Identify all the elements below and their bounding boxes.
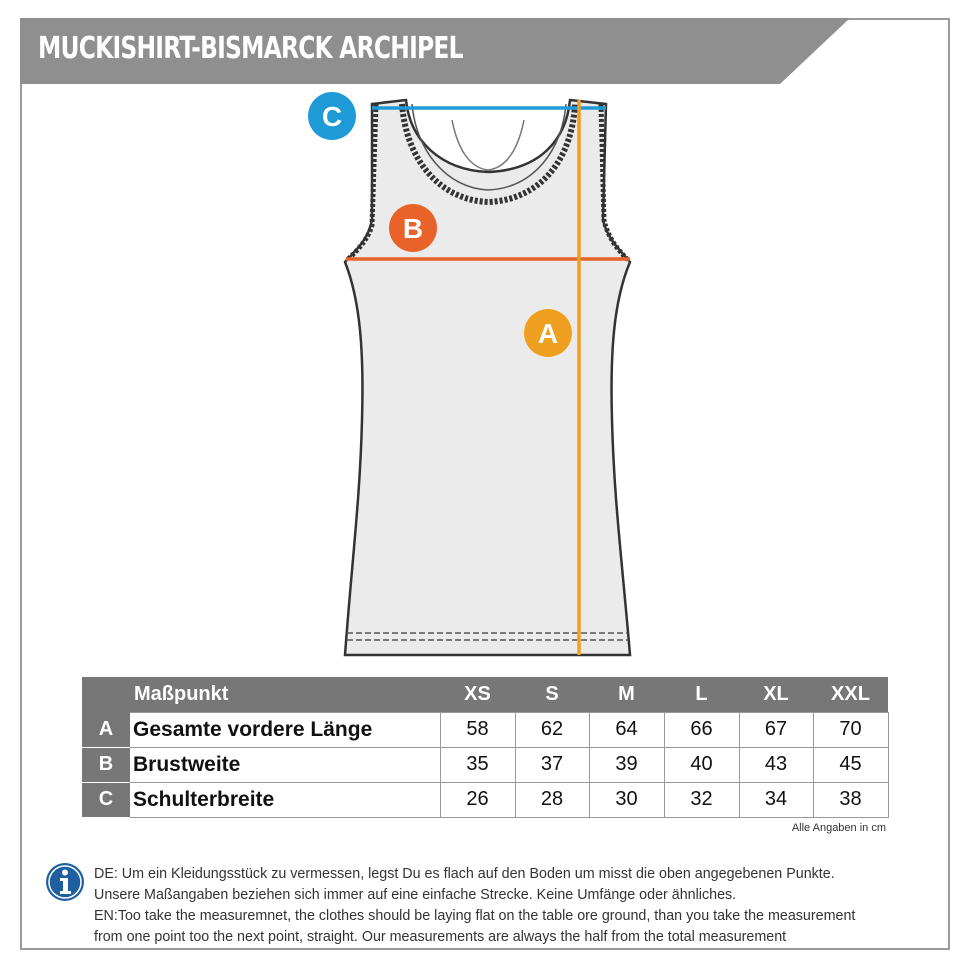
table-cell: 30	[589, 782, 664, 817]
table-cell: 39	[589, 747, 664, 782]
info-icon	[45, 862, 85, 902]
header-label: Maßpunkt	[130, 677, 440, 712]
size-header: L	[664, 677, 739, 712]
row-name: Brustweite	[130, 747, 440, 782]
marker-c-label: C	[321, 101, 343, 132]
table-cell: 64	[589, 712, 664, 747]
size-table-header	[82, 677, 888, 712]
size-header: XL	[739, 677, 813, 712]
marker-a-label: A	[537, 318, 559, 349]
table-cell: 40	[664, 747, 739, 782]
table-row	[82, 747, 888, 782]
table-cell: 58	[440, 712, 515, 747]
header-corner	[82, 677, 130, 712]
row-letter: B	[82, 747, 130, 782]
back-neckline	[452, 120, 524, 170]
table-cell: 34	[739, 782, 813, 817]
table-cell: 26	[440, 782, 515, 817]
row-name: Gesamte vordere Länge	[130, 712, 440, 747]
size-header: S	[515, 677, 589, 712]
table-cell: 62	[515, 712, 589, 747]
table-cell: 37	[515, 747, 589, 782]
table-cell: 45	[813, 747, 888, 782]
size-header: XXL	[813, 677, 888, 712]
table-cell: 43	[739, 747, 813, 782]
table-cell: 28	[515, 782, 589, 817]
marker-b-label: B	[402, 213, 424, 244]
size-header: M	[589, 677, 664, 712]
table-row	[82, 782, 888, 817]
table-cell: 32	[664, 782, 739, 817]
info-line: DE: Um ein Kleidungsstück zu vermessen, legst Du es flach auf den Boden um misst die oben angegebenen Punkte.	[94, 866, 835, 882]
table-cell: 38	[813, 782, 888, 817]
table-cell: 35	[440, 747, 515, 782]
size-table	[82, 677, 889, 818]
tank-top-outline	[345, 100, 630, 655]
table-cell: 70	[813, 712, 888, 747]
table-row	[82, 712, 888, 747]
page-title: MUCKISHIRT-BISMARCK ARCHIPEL	[38, 31, 463, 66]
info-line: Unsere Maßangaben beziehen sich immer auf eine einfache Strecke. Keine Umfänge oder ähnliches.	[94, 887, 737, 903]
table-cell: 66	[664, 712, 739, 747]
info-line: EN:Too take the measuremnet, the clothes should be laying flat on the table ore ground, than you take the measurement	[94, 908, 856, 924]
info-text	[94, 864, 934, 948]
table-cell: 67	[739, 712, 813, 747]
row-name: Schulterbreite	[130, 782, 440, 817]
row-letter: A	[82, 712, 130, 747]
info-line: from one point too the next point, straight. Our measurements are always the half from the total measurement	[94, 929, 787, 945]
size-header: XS	[440, 677, 515, 712]
unit-note: Alle Angaben in cm	[791, 822, 886, 834]
row-letter: C	[82, 782, 130, 817]
